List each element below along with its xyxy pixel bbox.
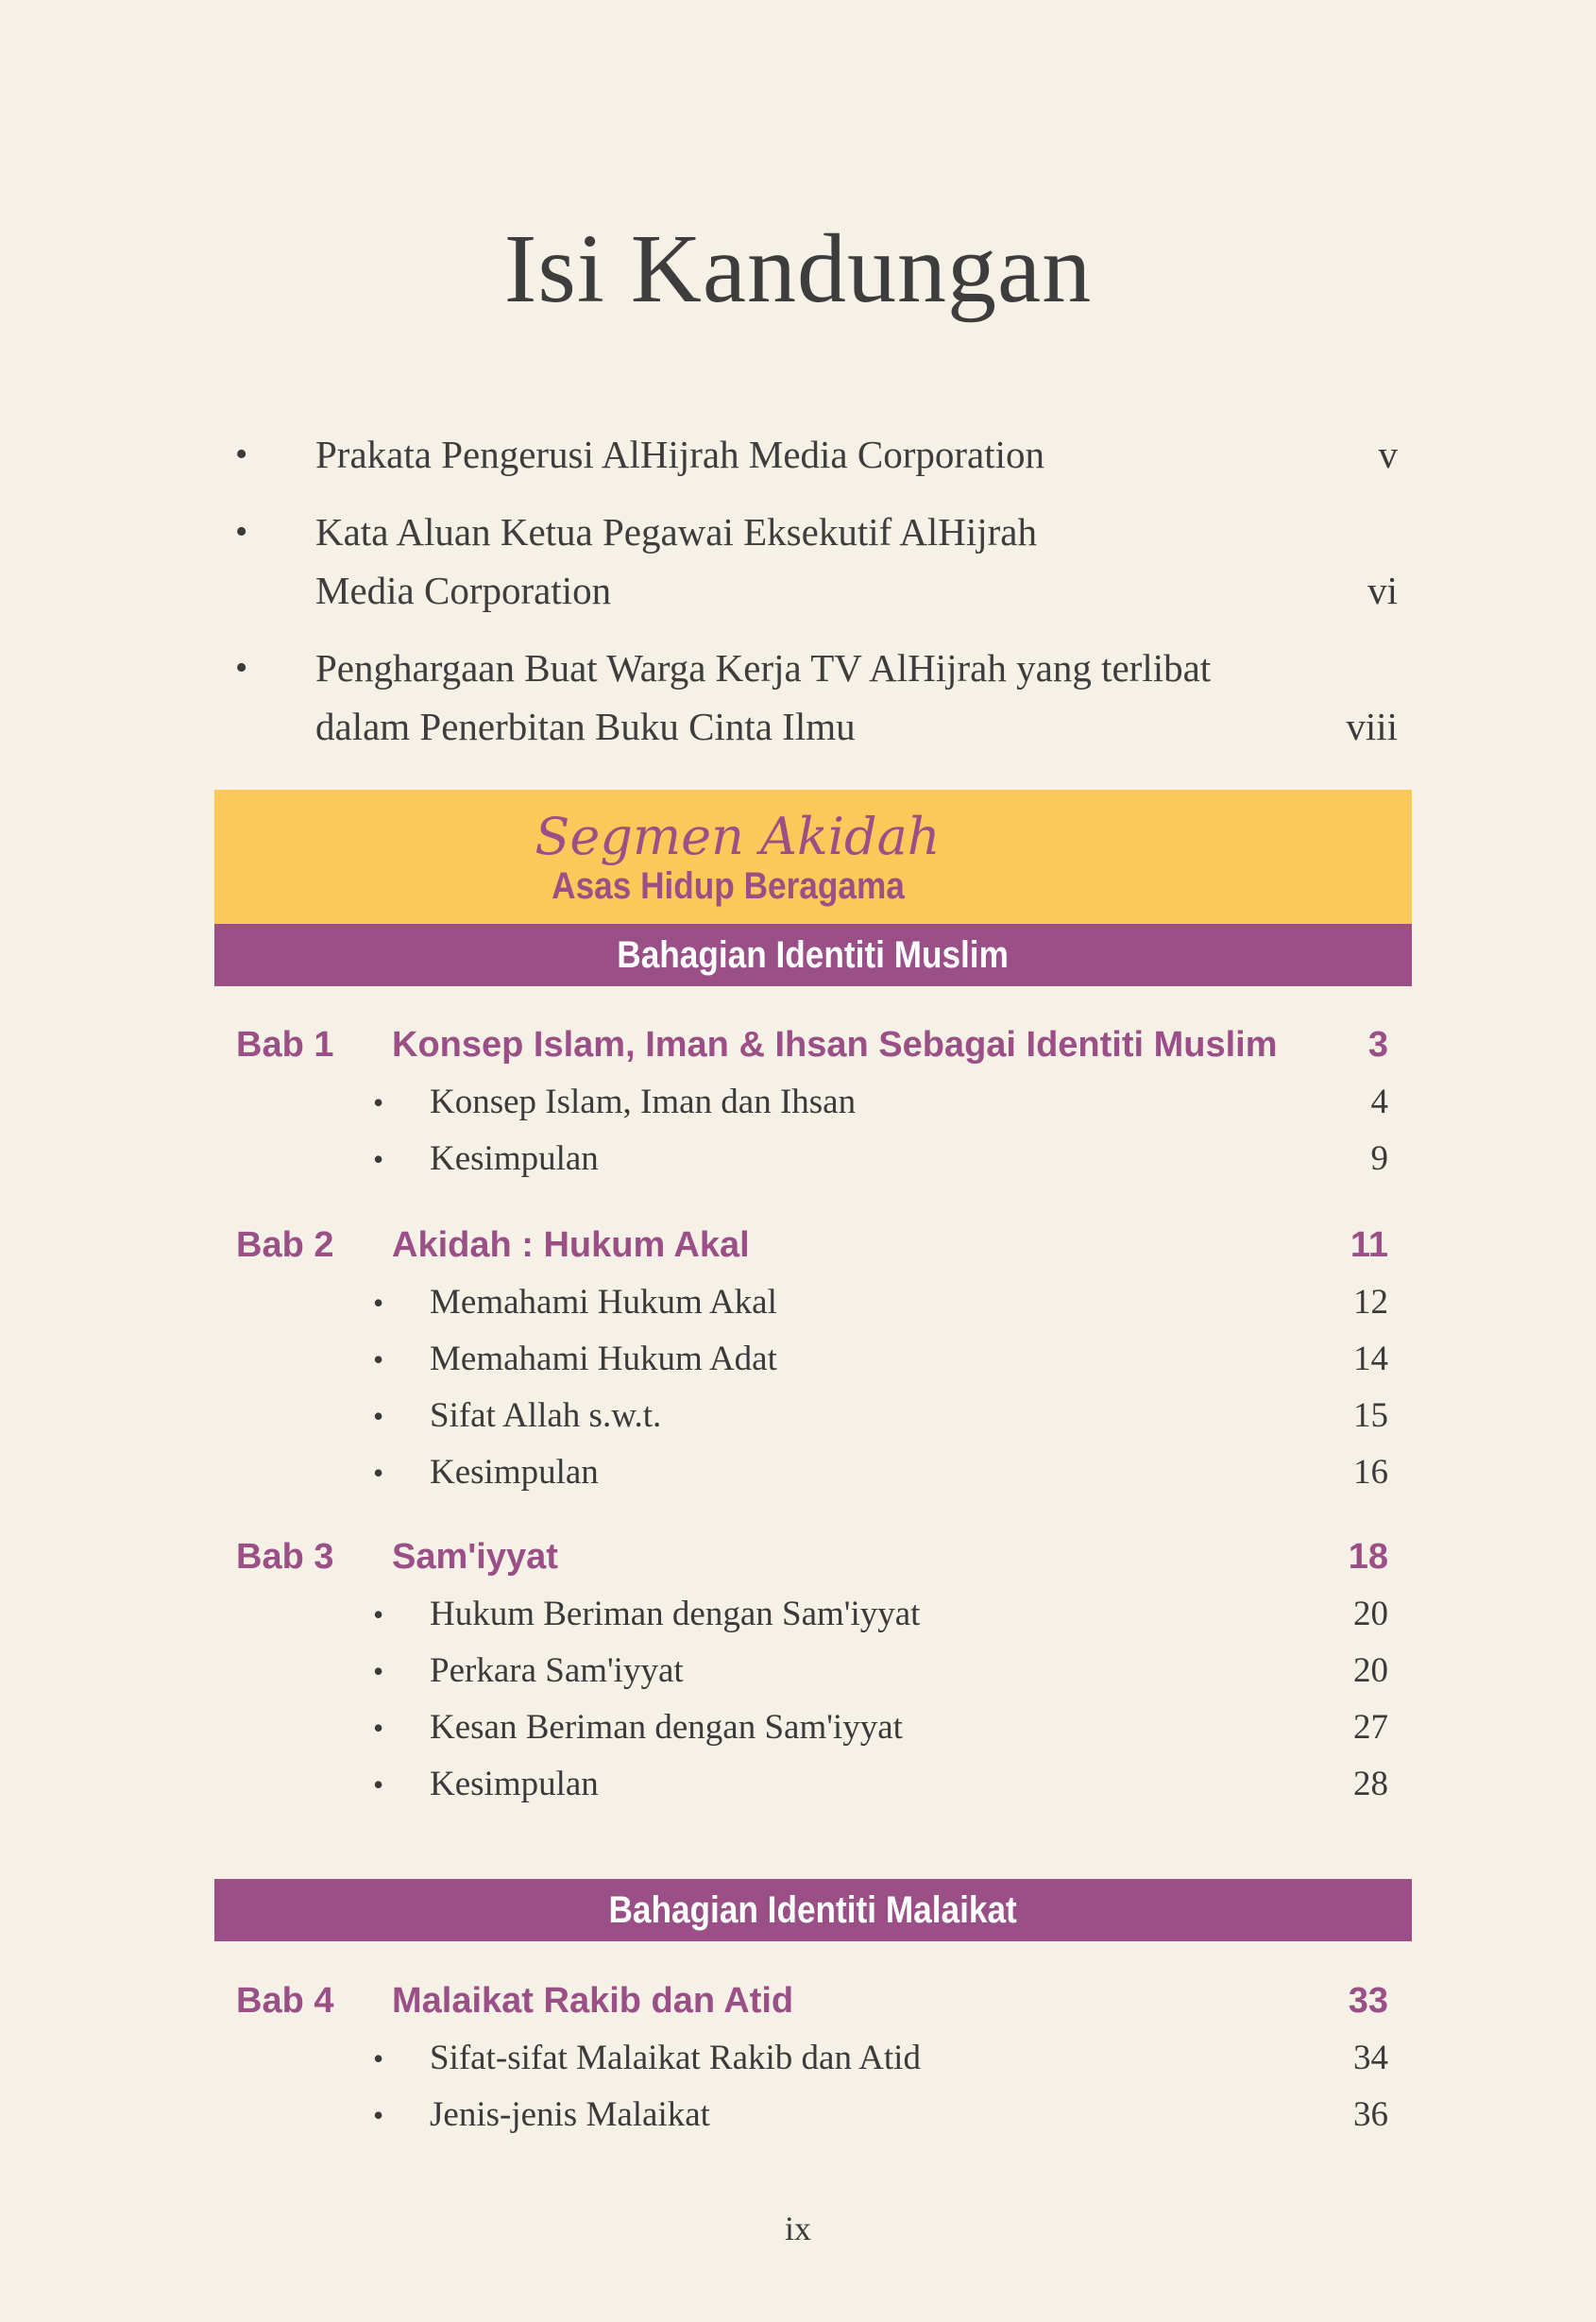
section-label: Bahagian Identiti Muslim xyxy=(617,934,1010,976)
segment-title: Segmen Akidah xyxy=(535,807,941,866)
entry-title: Perkara Sam'iyyat xyxy=(430,1651,684,1690)
page-title: Isi Kandungan xyxy=(503,214,1093,323)
bullet: • xyxy=(235,512,248,552)
list-item xyxy=(236,1756,1388,1813)
entry-page: 28 xyxy=(1353,1765,1388,1803)
entry-title: Penghargaan Buat Warga Kerja TV AlHijrah yang terlibat dalam Penerbitan Buku Cinta Ilmu xyxy=(315,646,1212,748)
entry-page: 16 xyxy=(1353,1453,1388,1492)
entry-page: 20 xyxy=(1353,1651,1388,1690)
bullet: • xyxy=(373,2041,384,2075)
chapter-number: Bab 2 xyxy=(236,1225,334,1265)
list-item xyxy=(236,1074,1388,1131)
list-item xyxy=(236,1388,1388,1444)
bullet: • xyxy=(373,2098,384,2132)
chapter-heading xyxy=(236,1972,1388,2030)
entry-page: 12 xyxy=(1353,1283,1388,1322)
front-matter-list xyxy=(231,425,1398,775)
chapter-page: 11 xyxy=(1350,1225,1388,1265)
list-item xyxy=(231,639,1398,756)
entry-title: Konsep Islam, Iman dan Ihsan xyxy=(430,1083,857,1121)
chapter-heading xyxy=(236,1016,1388,1074)
chapter-page: 3 xyxy=(1367,1025,1388,1065)
entry-title: Kata Aluan Ketua Pegawai Eksekutif AlHijrah Media Corporation xyxy=(315,510,1037,612)
bullet: • xyxy=(373,1286,384,1320)
entry-title: Kesan Beriman dengan Sam'iyyat xyxy=(430,1708,903,1747)
chapter-page: 18 xyxy=(1348,1537,1388,1577)
page-number: ix xyxy=(784,2210,811,2247)
entry-page: 27 xyxy=(1353,1708,1388,1747)
entry-title: Hukum Beriman dengan Sam'iyyat xyxy=(430,1595,921,1633)
chapter-title: Akidah : Hukum Akal xyxy=(392,1225,750,1265)
segment-banner xyxy=(214,790,1412,924)
bullet: • xyxy=(373,1399,384,1433)
entry-page: 9 xyxy=(1370,1139,1388,1178)
list-item xyxy=(236,1643,1388,1699)
bullet: • xyxy=(373,1767,384,1801)
list-item xyxy=(236,1274,1388,1331)
entry-title: Sifat Allah s.w.t. xyxy=(430,1396,662,1435)
bullet: • xyxy=(235,435,248,474)
entry-title: Jenis-jenis Malaikat xyxy=(430,2095,710,2134)
bullet: • xyxy=(235,648,248,688)
list-item xyxy=(236,1586,1388,1643)
bullet: • xyxy=(373,1342,384,1376)
chapter-number: Bab 4 xyxy=(236,1981,334,2021)
chapter-2 xyxy=(236,1216,1388,1501)
bullet: • xyxy=(373,1456,384,1490)
bullet: • xyxy=(373,1711,384,1745)
chapter-title: Sam'iyyat xyxy=(392,1537,558,1577)
chapter-number: Bab 3 xyxy=(236,1537,334,1577)
entry-page: 14 xyxy=(1353,1340,1388,1378)
list-item xyxy=(236,1699,1388,1756)
entry-title: Sifat-sifat Malaikat Rakib dan Atid xyxy=(430,2039,921,2077)
entry-title: Kesimpulan xyxy=(430,1139,599,1178)
entry-page: v xyxy=(1378,433,1398,476)
chapter-title: Konsep Islam, Iman & Ihsan Sebagai Identiti Muslim xyxy=(392,1025,1278,1065)
list-item xyxy=(231,503,1398,620)
chapter-1 xyxy=(236,1016,1388,1187)
segment-subtitle: Asas Hidup Beragama xyxy=(552,865,905,907)
list-item xyxy=(236,1444,1388,1501)
bullet: • xyxy=(373,1085,384,1119)
entry-title: Prakata Pengerusi AlHijrah Media Corporation xyxy=(315,433,1044,476)
chapter-4 xyxy=(236,1972,1388,2143)
section-label: Bahagian Identiti Malaikat xyxy=(608,1889,1018,1931)
entry-page: 36 xyxy=(1353,2095,1388,2134)
list-item xyxy=(236,1131,1388,1187)
entry-title: Memahami Hukum Adat xyxy=(430,1340,777,1378)
entry-title: Memahami Hukum Akal xyxy=(430,1283,777,1322)
entry-page: viii xyxy=(1346,705,1398,748)
list-item xyxy=(236,1331,1388,1388)
chapter-heading xyxy=(236,1528,1388,1586)
chapter-heading xyxy=(236,1216,1388,1274)
entry-page: vi xyxy=(1367,569,1398,612)
entry-title: Kesimpulan xyxy=(430,1453,599,1492)
chapter-number: Bab 1 xyxy=(236,1025,334,1065)
bullet: • xyxy=(373,1654,384,1688)
list-item xyxy=(236,2087,1388,2143)
entry-page: 15 xyxy=(1353,1396,1388,1435)
entry-page: 20 xyxy=(1353,1595,1388,1633)
list-item xyxy=(231,425,1398,484)
list-item xyxy=(236,2030,1388,2087)
chapter-page: 33 xyxy=(1348,1981,1388,2021)
entry-page: 4 xyxy=(1370,1083,1388,1121)
entry-page: 34 xyxy=(1353,2039,1388,2077)
bullet: • xyxy=(373,1142,384,1176)
section-header-malaikat xyxy=(214,1879,1412,1941)
chapter-title: Malaikat Rakib dan Atid xyxy=(392,1981,794,2021)
section-header-muslim xyxy=(214,924,1412,986)
entry-title: Kesimpulan xyxy=(430,1765,599,1803)
bullet: • xyxy=(373,1597,384,1631)
chapter-3 xyxy=(236,1528,1388,1813)
